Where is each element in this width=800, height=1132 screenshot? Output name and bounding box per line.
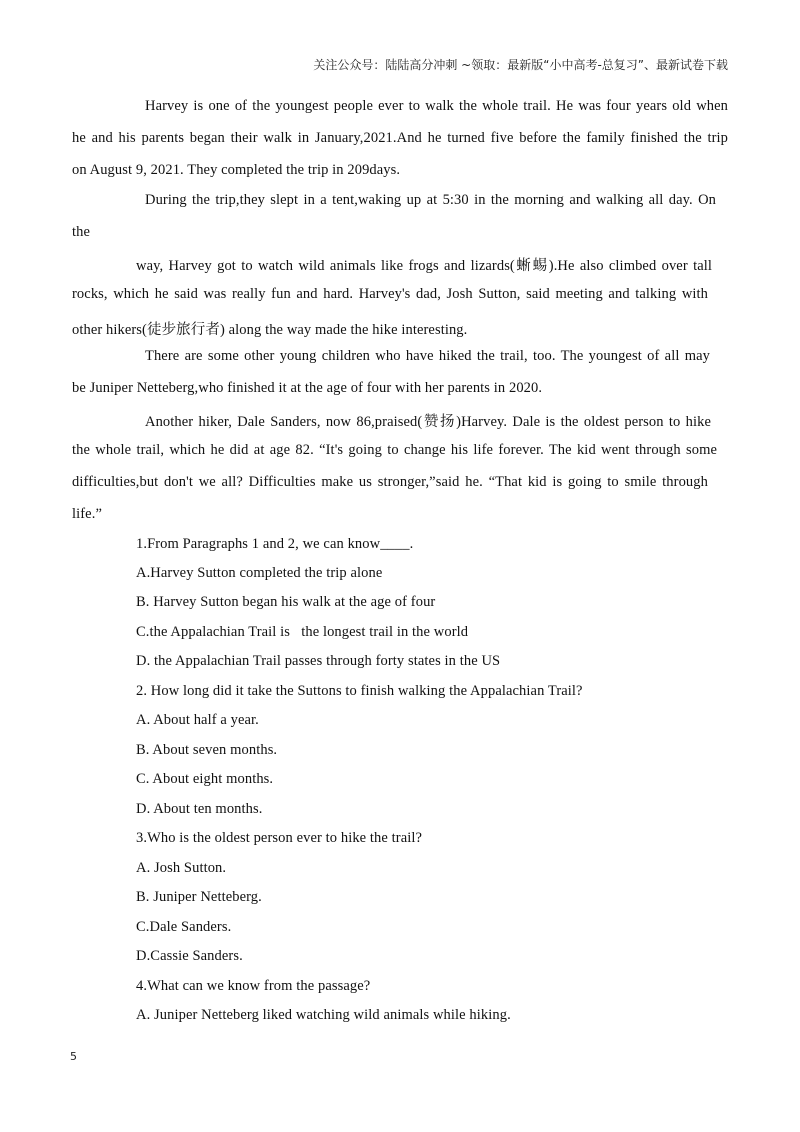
passage-p2-line-2: the: [72, 224, 91, 240]
passage-p3-line-2: be Juniper Netteberg,who finished it at the age of four with her parents in 2020.: [72, 380, 543, 396]
passage-p4-line-2: the whole trail, which he did at age 82. “It's going to change his life forever. The kid went through some: [72, 442, 717, 458]
passage-p2-line-1: During the trip,they slept in a tent,waking up at 5:30 in the morning and walking all day. On: [145, 192, 716, 208]
question-2-option-d: D. About ten months.: [136, 801, 263, 817]
passage-p1-line-3: on August 9, 2021. They completed the trip in 209days.: [72, 162, 401, 178]
question-1-option-a: A.Harvey Sutton completed the trip alone: [136, 565, 383, 581]
question-1-option-b: B. Harvey Sutton began his walk at the age of four: [136, 594, 436, 610]
passage-p1-line-2: he and his parents began their walk in January,2021.And he turned five before the family finished the trip: [72, 130, 728, 146]
page-header: 关注公众号：陆陆高分冲刺 ~领取：最新版“小中高考-总复习”、最新试卷下载: [313, 58, 728, 72]
question-2-option-b: B. About seven months.: [136, 742, 278, 758]
page-number: 5: [70, 1050, 77, 1063]
passage-p2-line-3: way, Harvey got to watch wild animals like frogs and lizards(蜥蜴).He also climbed over tall: [136, 258, 712, 274]
question-3-option-b: B. Juniper Netteberg.: [136, 889, 262, 905]
question-1-stem: 1.From Paragraphs 1 and 2, we can know____.: [136, 536, 414, 552]
passage-p3-line-1: There are some other young children who have hiked the trail, too. The youngest of all may: [145, 348, 710, 364]
question-4-option-a: A. Juniper Netteberg liked watching wild animals while hiking.: [136, 1007, 511, 1023]
question-3-stem: 3.Who is the oldest person ever to hike the trail?: [136, 830, 423, 846]
question-2-option-c: C. About eight months.: [136, 771, 274, 787]
passage-p2-line-5: other hikers(徒步旅行者) along the way made the hike interesting.: [72, 322, 468, 338]
question-2-option-a: A. About half a year.: [136, 712, 259, 728]
question-2-stem: 2. How long did it take the Suttons to finish walking the Appalachian Trail?: [136, 683, 583, 699]
question-3-option-a: A. Josh Sutton.: [136, 860, 227, 876]
passage-p1-line-1: Harvey is one of the youngest people ever to walk the whole trail. He was four years old when: [145, 98, 728, 114]
passage-p4-line-4: life.”: [72, 506, 102, 522]
passage-p4-line-3: difficulties,but don't we all? Difficulties make us stronger,”said he. “That kid is going to smile through: [72, 474, 708, 490]
question-3-option-d: D.Cassie Sanders.: [136, 948, 243, 964]
passage-p2-line-4: rocks, which he said was really fun and hard. Harvey's dad, Josh Sutton, said meeting and talking with: [72, 286, 708, 302]
question-4-stem: 4.What can we know from the passage?: [136, 978, 371, 994]
question-1-option-c: C.the Appalachian Trail is the longest trail in the world: [136, 624, 469, 640]
passage-p4-line-1: Another hiker, Dale Sanders, now 86,praised(赞扬)Harvey. Dale is the oldest person to hike: [145, 414, 711, 430]
question-3-option-c: C.Dale Sanders.: [136, 919, 232, 935]
question-1-option-d: D. the Appalachian Trail passes through forty states in the US: [136, 653, 501, 669]
